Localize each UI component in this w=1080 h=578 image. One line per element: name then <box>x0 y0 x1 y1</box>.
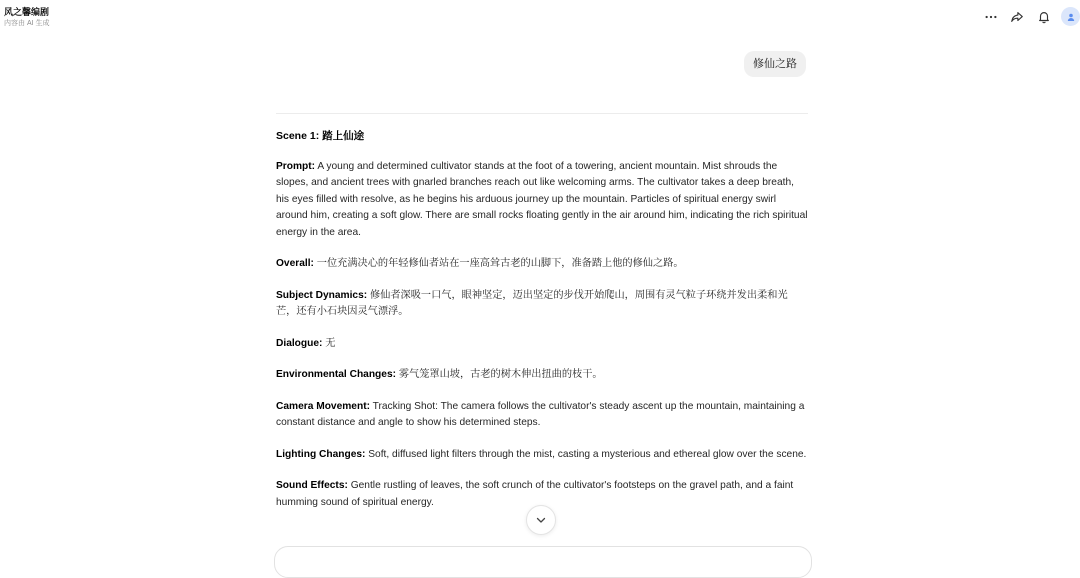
section-text: Soft, diffused light filters through the mist, casting a mysterious and ethereal glow over the scene. <box>365 448 807 460</box>
section-subject-dynamics <box>276 288 808 321</box>
ai-disclaimer: 内容由 AI 生成 <box>4 20 50 27</box>
section-text: A young and determined cultivator stands at the foot of a towering, ancient mountain. Mist shrouds the slopes, and ancient trees with gnarled branches reach out like welcoming arms. The cultivator takes a deep breath, his eyes filled with resolve, as he begins his arduous journey up the mountain. Particles of spiritual energy swirl around him, creating a soft glow. There are small rocks floating gently in the air around him, indicating the rich spiritual energy in the area. <box>276 160 808 238</box>
section-lighting-changes <box>276 447 808 464</box>
scene-title: Scene 1: 踏上仙途 <box>276 130 365 142</box>
section-label: Sound Effects: <box>276 480 348 491</box>
chevron-down-icon <box>535 514 547 526</box>
bell-icon[interactable] <box>1035 8 1053 26</box>
share-icon[interactable] <box>1008 8 1026 26</box>
section-dialogue <box>276 336 808 353</box>
divider <box>276 113 808 114</box>
section-text: Tracking Shot: The camera follows the cultivator's steady ascent up the mountain, maintaining a constant distance and angle to show his determined steps. <box>276 400 805 428</box>
scroll-down-button[interactable] <box>526 505 556 535</box>
page-title: 风之馨编剧 <box>4 7 50 17</box>
section-label: Environmental Changes: <box>276 369 397 380</box>
section-label: Camera Movement: <box>276 400 370 412</box>
section-text: 一位充满决心的年轻修仙者站在一座高耸古老的山脚下，准备踏上他的修仙之路。 <box>313 258 684 269</box>
section-label: Overall: <box>276 258 314 269</box>
more-icon[interactable] <box>982 8 1000 26</box>
section-prompt <box>276 159 808 242</box>
section-text: 雾气笼罩山坡，古老的树木伸出扭曲的枝干。 <box>396 369 603 380</box>
assistant-response <box>276 128 808 526</box>
section-environmental-changes <box>276 367 808 384</box>
section-label: Dialogue: <box>276 337 323 349</box>
message-input[interactable] <box>274 546 812 578</box>
section-label: Subject Dynamics: <box>276 289 368 301</box>
section-label: Prompt: <box>276 160 316 172</box>
section-overall <box>276 256 808 273</box>
section-label: Lighting Changes: <box>276 448 366 460</box>
top-bar <box>0 0 1080 34</box>
section-text: 无 <box>322 337 336 349</box>
user-message-bubble: 修仙之路 <box>744 51 806 77</box>
section-text: 修仙者深吸一口气，眼神坚定，迈出坚定的步伐开始爬山，周围有灵气粒子环绕并发出柔和光芒，还有小石块因灵气漂浮。 <box>276 289 788 317</box>
avatar[interactable] <box>1061 7 1080 26</box>
section-text: Gentle rustling of leaves, the soft crunch of the cultivator's footsteps on the gravel path, and a faint humming sound of spiritual energy. <box>276 480 794 508</box>
section-camera-movement <box>276 399 808 432</box>
